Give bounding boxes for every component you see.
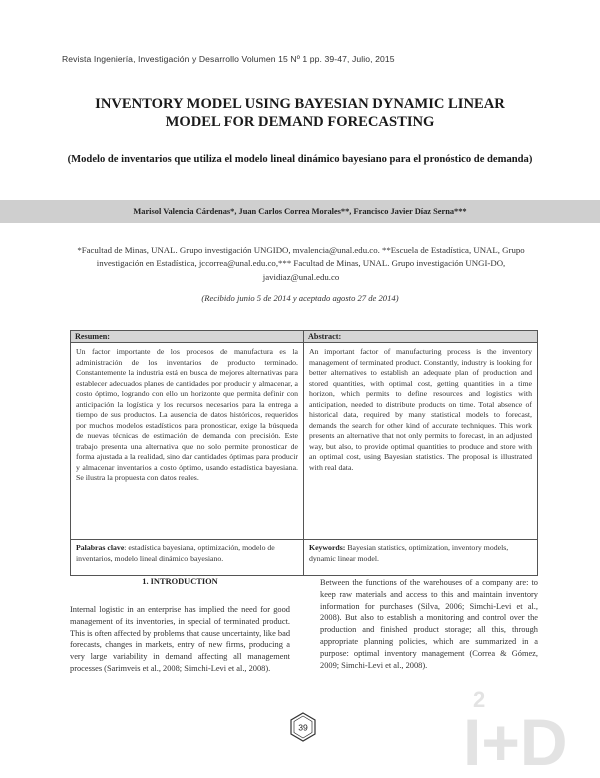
abstract-box	[70, 330, 538, 576]
body-paragraph-left: Internal logistic in an enterprise has implied the need for good management of its inventories, in special of terminated product. This is often affected by problems that cause uncertainty, like bad forecasts, changes in markets, entry of new firms, producing a very large variability in demand affecting all management processes (Sarimveis et al., 2008; Simchi-Levi et al., 2008).	[70, 605, 291, 673]
affiliations: *Facultad de Minas, UNAL. Grupo investigación UNGIDO, mvalencia@unal.edu.co. **Escuela de Estadística, UNAL, Grupo investigación en Estadística, jccorrea@unal.edu.co,*** Facultad de Minas, UNAL. Grupo investigación UNGI-DO, javidiaz@unal.edu.co	[77, 245, 525, 282]
resumen-text: Un factor importante de los procesos de manufactura es la administración de los inventarios de producto terminado. Constantemente la industria está en busca de mejores alternativas para establecer adecuados planes de cantidades por producir y almacenar, a costo óptimo, logrando con ello un horizonte que permita definir con anticipación la logística y los recursos necesarios para la entrega a tiempo de sus productos. La ausencia de datos históricos, requeridos por muchos modelos estadísticos para pronosticar, exige la búsqueda de nuevas técnicas de estimación de demanda con precisión. Este trabajo presenta una alternativa que no solo permite pronosticar de forma ajustada a la realidad, sino dar cantidades óptimas para producir y almacenar inventarios a costo óptimo, usando estadística bayesiana. Se ilustra la propuesta con datos reales.	[76, 347, 298, 482]
authors-bar	[0, 200, 600, 223]
abstract-column	[304, 331, 537, 575]
authors: Marisol Valencia Cárdenas*, Juan Carlos Correa Morales**, Francisco Javier Díaz Serna***	[133, 207, 467, 216]
i-plus-d-logo-icon	[455, 683, 565, 773]
resumen-keywords-label: Palabras clave	[76, 543, 125, 552]
resumen-column	[71, 331, 304, 575]
resumen-keywords	[71, 539, 303, 564]
page-number-frame-icon	[288, 712, 318, 742]
section-title-introduction: 1. INTRODUCTION	[142, 577, 218, 586]
abstract-text: An important factor of manufacturing process is the inventory management of terminated product. Constantly, industry is looking for better alternatives to establish an adequate plan of production and stored quantities, with optimal cost, getting quantities in a time horizon, which permits to define resources and logistics with anticipation, needed to distribute products on time. Total absence of historical data, required by many statistical models to forecast, demands the search for other kind of accurate techniques. This work presents an alternative that not only permits to forecast, in an adjusted way, but also, to provide optimal quantities to produce and store with an optimal cost, using Bayesian statistics. The proposal is illustrated with real data.	[309, 347, 532, 472]
resumen-heading: Resumen:	[71, 331, 303, 343]
page-number-badge	[288, 712, 318, 742]
resumen-keywords-text: : estadística bayesiana, optimización, modelo de inventarios, modelo lineal dinámico bayesiano.	[76, 543, 275, 563]
logo-superscript: 2	[473, 687, 486, 712]
abstract-keywords-label: Keywords:	[309, 543, 346, 552]
received-dates: (Recibido junio 5 de 2014 y aceptado agosto 27 de 2014)	[201, 293, 399, 303]
page-number: 39	[298, 722, 308, 733]
abstract-keywords	[304, 539, 537, 564]
journal-logo	[455, 683, 565, 773]
abstract-heading: Abstract:	[304, 331, 537, 343]
abstract-keywords-text: Bayesian statistics, optimization, inventory models, dynamic linear model.	[309, 543, 509, 563]
logo-text: I+D	[463, 705, 565, 773]
article-title: INVENTORY MODEL USING BAYESIAN DYNAMIC LINEAR MODEL FOR DEMAND FORECASTING	[95, 96, 505, 130]
journal-header: Revista Ingeniería, Investigación y Desarrollo Volumen 15 Nº 1 pp. 39-47, Julio, 2015	[62, 54, 395, 64]
body-paragraph-right: Between the functions of the warehouses of a company are: to keep raw materials and access to this and maintain inventory information for purchases (Silva, 2006; Simchi-Levi et al., 2008). But also to establish a monitoring and control over the production and finished product storage; all this, through appropriate planning policies, which are summarized in a purpose: optimal inventory management (Correa & Gómez, 2009; Simchi-Levi et al., 2008).	[320, 578, 538, 670]
article-subtitle: (Modelo de inventarios que utiliza el modelo lineal dinámico bayesiano para el pronóstico de demanda)	[67, 154, 533, 165]
